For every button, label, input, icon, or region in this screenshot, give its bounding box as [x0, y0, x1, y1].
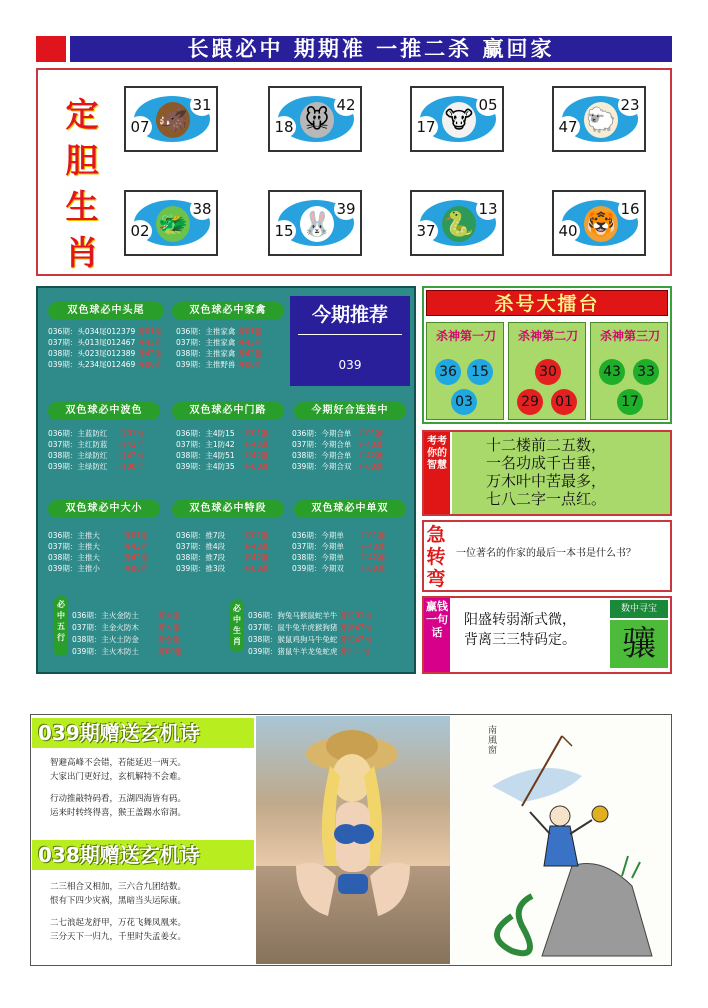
poem-line: 运来时转终得喜，猴王盖踢水帘洞。 [50, 808, 187, 818]
card-number-a: 40 [556, 220, 580, 242]
tip-line: 阳盛转弱渐式微， [464, 612, 576, 628]
row: 037期：主1防42 开43准 [176, 440, 269, 449]
row: 038期：头023尾012389 开42准 [48, 349, 163, 358]
card-number-b: 39 [334, 198, 358, 220]
row: 036期：主蓝防红 开01准 [48, 429, 144, 438]
knife-label: 杀神第二刀 [517, 329, 578, 343]
row: 039期：主推小 开00准 [48, 564, 149, 573]
knife-label: 杀神第三刀 [599, 329, 660, 343]
row: 039期：主火木防土 开00准 [72, 647, 183, 656]
zodiac-card [268, 190, 362, 256]
section-rows [176, 530, 269, 574]
ball: 36 [435, 359, 461, 385]
row: 038期：主4防51 开42准 [176, 451, 269, 460]
card-number-a: 15 [272, 220, 296, 242]
section-title: 双色球必中波色 [48, 402, 160, 420]
shengxiao-rows [248, 610, 372, 658]
ink-drawing [452, 716, 670, 964]
sheep-icon: 🐑 [584, 102, 618, 138]
poem-body [32, 874, 254, 962]
zodiac-card [124, 190, 218, 256]
section-title: 双色球必中家禽 [172, 302, 284, 320]
section-rows [176, 326, 262, 370]
row: 039期：主推野兽 开00准 [176, 360, 263, 369]
row: 037期：推4段 开43准 [176, 542, 269, 551]
section-rows [48, 428, 144, 472]
poem-line: 恨有下四少灾祸，黑暗当头运际康。 [50, 896, 187, 906]
rat-icon: 🐭 [300, 102, 334, 138]
divider [298, 334, 402, 335]
row: 037期：今期单 开43准 [292, 542, 386, 551]
riddle-line: 万木叶中苦最多， [486, 472, 607, 490]
row: 036期：头034尾012379 开01准 [48, 327, 163, 336]
boar-icon: 🐗 [156, 102, 190, 138]
card-number-a: 17 [414, 116, 438, 138]
row: 036期：推7段 开01准 [176, 531, 269, 540]
card-number-b: 23 [618, 94, 642, 116]
row: 036期：今期合单 开01准 [292, 429, 384, 438]
ball: 17 [617, 389, 643, 415]
riddle-line: 十二楼前二五数， [486, 436, 607, 454]
zodiac-card [268, 86, 362, 152]
poem-line: 智避高峰不会错，若能延迟一两天。 [50, 758, 187, 768]
zodiac-card [410, 86, 504, 152]
card-number-a: 18 [272, 116, 296, 138]
row: 037期：主推大 开43准 [48, 542, 149, 551]
row: 036期：今期单 开01准 [292, 531, 386, 540]
treasure-char: 骧 [610, 620, 668, 668]
snake-icon: 🐍 [442, 206, 476, 242]
poem-line: 大家出门更好过，玄机解特不会难。 [50, 772, 187, 782]
recommend-box [290, 296, 410, 386]
knife-card [590, 322, 668, 420]
tip-line: 背离三三特码定。 [464, 632, 576, 648]
section-title: 今期好合连连中 [294, 402, 406, 420]
card-number-a: 37 [414, 220, 438, 242]
poem-line: 二七浪起龙舒甲，万花飞舞凤凰来。 [50, 918, 187, 928]
brainteaser-tag: 急转弯 [424, 522, 448, 590]
card-number-b: 38 [190, 198, 214, 220]
row: 038期：今期合单 开42准 [292, 451, 384, 460]
card-number-b: 31 [190, 94, 214, 116]
section-title: 双色球必中特段 [172, 500, 284, 518]
section-rows [48, 326, 162, 370]
row: 038期：猴鼠鸡狗马牛兔蛇 开蛇42准 [248, 635, 372, 644]
row: 039期：今期合双 开00准 [292, 462, 384, 471]
zodiac-title: 定胆生肖 [65, 95, 99, 272]
shengxiao-label: 必中生肖 [230, 600, 244, 652]
row: 039期：推3段 开00准 [176, 564, 269, 573]
tip-body [464, 610, 576, 650]
row: 038期：主火土防金 开金准 [72, 635, 181, 644]
row: 038期：推7段 开42准 [176, 553, 269, 562]
section-rows [176, 428, 269, 472]
row: 036期：主推大 开01准 [48, 531, 149, 540]
brainteaser-panel [422, 520, 672, 592]
ball: 03 [451, 389, 477, 415]
zodiac-card [552, 86, 646, 152]
section-title: 双色球必中大小 [48, 500, 160, 518]
poem-line: 行动推敲特码看，五湖四海皆有码。 [50, 794, 187, 804]
card-number-a: 02 [128, 220, 152, 242]
wuxing-rows [72, 610, 182, 658]
zodiac-card [124, 86, 218, 152]
row: 039期：主4防35 开00准 [176, 462, 269, 471]
row: 037期：主金火防木 开木准 [72, 623, 181, 632]
row: 036期：主4防15 开01准 [176, 429, 269, 438]
row: 038期：主推家禽 开42猪 [176, 349, 263, 358]
card-number-b: 05 [476, 94, 500, 116]
header-red-block [36, 36, 66, 62]
knife-card [426, 322, 504, 420]
row: 037期：鼠牛兔羊虎猴狗猪 开猪43准 [248, 623, 372, 632]
kill-title: 杀号大擂台 [426, 290, 668, 316]
row: 037期：主红防蓝 开43准 [48, 440, 144, 449]
section-title: 双色球必中门路 [172, 402, 284, 420]
tip-tag: 赢钱一句话 [424, 598, 450, 672]
drawing-caption: 南風窗 [488, 726, 498, 756]
zodiac-card [410, 190, 504, 256]
ball: 29 [517, 389, 543, 415]
poem-title: 038期赠送玄机诗 [32, 840, 254, 870]
poem-line: 二三相合又相加，三六合九团结数。 [50, 882, 187, 892]
row: 037期：头013尾012467 开43准 [48, 338, 163, 347]
treasure-title: 数中寻宝 [610, 600, 668, 618]
riddle-tag: 考考你的智慧 [424, 432, 450, 514]
card-number-a: 47 [556, 116, 580, 138]
row: 036期：狗兔马猴鼠蛇羊牛 开蛇01准 [248, 611, 372, 620]
ball: 01 [551, 389, 577, 415]
ball: 15 [467, 359, 493, 385]
row: 037期：今期合单 开43准 [292, 440, 384, 449]
treasure-box [610, 600, 668, 668]
riddle-body [452, 432, 670, 514]
ox-icon: 🐮 [442, 102, 476, 138]
row: 039期：猪鼠牛羊龙兔蛇虎 开？？准 [248, 647, 370, 656]
poem-title: 039期赠送玄机诗 [32, 718, 254, 748]
ball: 33 [633, 359, 659, 385]
row: 039期：头234尾012469 开00准 [48, 360, 163, 369]
knife-label: 杀神第一刀 [435, 329, 496, 343]
card-number-b: 42 [334, 94, 358, 116]
riddle-line: 七八二字一点红。 [486, 490, 607, 508]
ball: 30 [535, 359, 561, 385]
rabbit-icon: 🐰 [300, 206, 334, 242]
poem-line: 三分天下一归九，千里时失孟姜女。 [50, 932, 187, 942]
riddle-panel [422, 430, 672, 516]
dragon-icon: 🐲 [156, 206, 190, 242]
card-number-a: 07 [128, 116, 152, 138]
row: 039期：主绿防红 开00准 [48, 462, 144, 471]
row: 038期：主推大 开42准 [48, 553, 149, 562]
card-number-b: 16 [618, 198, 642, 220]
recommend-title: 今期推荐 [311, 304, 388, 326]
poem-body [32, 750, 254, 836]
row: 038期：今期单 开42准 [292, 553, 386, 562]
riddle-line: 一名功成千古垂， [486, 454, 607, 472]
section-title: 双色球必中头尾 [48, 302, 164, 320]
brainteaser-question: 一位著名的作家的最后一本书是什么书？ [456, 548, 636, 559]
card-number-b: 13 [476, 198, 500, 220]
tiger-icon: 🐯 [584, 206, 618, 242]
recommend-number: 039 [338, 358, 362, 372]
row: 036期：主火金防土 开火准 [72, 611, 181, 620]
row: 037期：主推家禽 开43准 [176, 338, 263, 347]
header-title: 长跟必中 期期准 一推二杀 赢回家 [70, 36, 672, 62]
section-rows [292, 530, 385, 574]
section-rows [292, 428, 383, 472]
tip-panel [422, 596, 672, 674]
knife-card [508, 322, 586, 420]
section-title: 双色球必中单双 [294, 500, 406, 518]
row: 039期：今期双 开00准 [292, 564, 386, 573]
zodiac-card [552, 190, 646, 256]
section-rows [48, 530, 148, 574]
photo-image [256, 716, 450, 964]
row: 038期：主绿防红 开42准 [48, 451, 144, 460]
ball: 43 [599, 359, 625, 385]
wuxing-label: 必中五行 [54, 596, 68, 656]
row: 036期：主推家禽 开01猪 [176, 327, 263, 336]
